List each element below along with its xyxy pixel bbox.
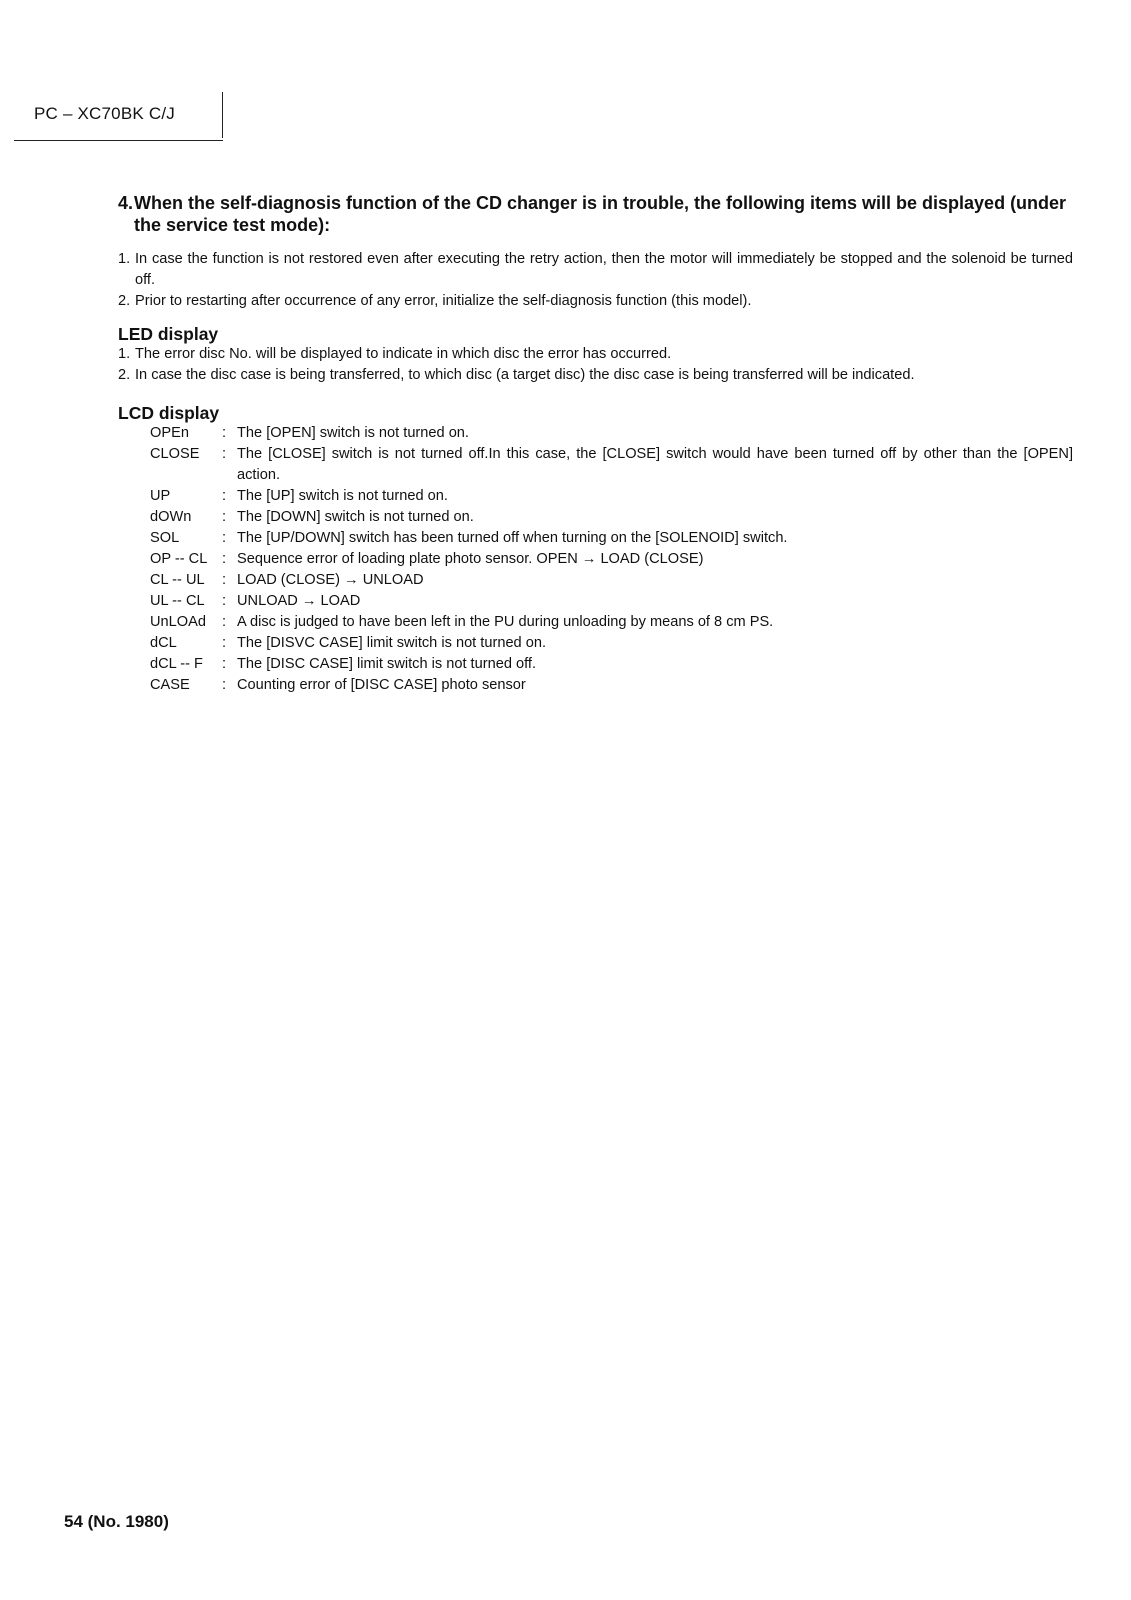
lcd-separator: : (222, 572, 227, 588)
note-text: Prior to restarting after occurrence of any error, initialize the self-diagnosis function (this model). (135, 293, 752, 309)
lcd-description: The [DOWN] switch is not turned on. (237, 509, 474, 525)
lcd-row (150, 423, 1073, 444)
lcd-separator: : (222, 446, 227, 462)
note-number: 1. (118, 251, 131, 267)
lcd-code: CASE (150, 677, 190, 693)
lcd-separator: : (222, 488, 227, 504)
lcd-description: The [CLOSE] switch is not turned off.In this case, the [CLOSE] switch would have been turned off by other than the [OPEN] action. (237, 446, 1073, 483)
lcd-row (150, 633, 1073, 654)
section-notes (118, 249, 1073, 312)
lcd-description: UNLOAD → LOAD (237, 593, 361, 609)
led-item (118, 344, 1073, 365)
lcd-description: The [UP] switch is not turned on. (237, 488, 448, 504)
lcd-row (150, 570, 1073, 591)
lcd-separator: : (222, 635, 227, 651)
header-horizontal-rule (14, 140, 223, 141)
led-display-heading: LED display (118, 324, 219, 344)
lcd-code: OPEn (150, 425, 189, 441)
page-number: 54 (No. 1980) (64, 1512, 169, 1531)
note-item (118, 249, 1073, 291)
lcd-row (150, 528, 1073, 549)
note-text: In case the function is not restored even after executing the retry action, then the motor will immediately be stopped and the solenoid be turned off. (135, 251, 1073, 288)
led-item-number: 2. (118, 367, 131, 383)
lcd-separator: : (222, 530, 227, 546)
page-content (118, 192, 1073, 696)
lcd-code: UL -- CL (150, 593, 205, 609)
lcd-row (150, 612, 1073, 633)
lcd-code: CLOSE (150, 446, 200, 462)
lcd-separator: : (222, 593, 227, 609)
lcd-description: The [OPEN] switch is not turned on. (237, 425, 469, 441)
lcd-separator: : (222, 614, 227, 630)
section-number: 4. (118, 193, 134, 213)
lcd-row (150, 654, 1073, 675)
lcd-separator: : (222, 677, 227, 693)
lcd-description: Sequence error of loading plate photo sensor. OPEN → LOAD (CLOSE) (237, 551, 704, 567)
lcd-code: dOWn (150, 509, 192, 525)
lcd-separator: : (222, 656, 227, 672)
lcd-separator: : (222, 551, 227, 567)
lcd-row (150, 675, 1073, 696)
led-display-list (118, 344, 1073, 386)
lcd-error-table (150, 423, 1073, 696)
lcd-description: Counting error of [DISC CASE] photo sensor (237, 677, 526, 693)
lcd-description: A disc is judged to have been left in the PU during unloading by means of 8 cm PS. (237, 614, 774, 630)
model-header: PC – XC70BK C/J (34, 104, 175, 123)
header-vertical-rule (222, 92, 223, 138)
note-item (118, 291, 1073, 312)
led-item (118, 365, 1073, 386)
lcd-row (150, 444, 1073, 486)
lcd-row (150, 549, 1073, 570)
lcd-description: LOAD (CLOSE) → UNLOAD (237, 572, 424, 588)
section-title (118, 192, 1073, 236)
lcd-description: The [DISC CASE] limit switch is not turned off. (237, 656, 537, 672)
lcd-row (150, 507, 1073, 528)
lcd-description: The [UP/DOWN] switch has been turned off when turning on the [SOLENOID] switch. (237, 530, 788, 546)
lcd-separator: : (222, 425, 227, 441)
lcd-code: UP (150, 488, 171, 504)
led-item-number: 1. (118, 346, 131, 362)
note-number: 2. (118, 293, 131, 309)
lcd-code: CL -- UL (150, 572, 205, 588)
lcd-row (150, 591, 1073, 612)
lcd-code: SOL (150, 530, 180, 546)
lcd-display-heading: LCD display (118, 403, 220, 423)
section-title-text: When the self-diagnosis function of the CD changer is in trouble, the following items will be displayed (under the service test mode): (134, 193, 1067, 235)
lcd-separator: : (222, 509, 227, 525)
lcd-code: OP -- CL (150, 551, 208, 567)
lcd-code: UnLOAd (150, 614, 206, 630)
led-item-text: The error disc No. will be displayed to indicate in which disc the error has occurred. (135, 346, 672, 362)
lcd-row (150, 486, 1073, 507)
led-item-text: In case the disc case is being transferred, to which disc (a target disc) the disc case is being transferred will be indicated. (135, 367, 915, 383)
lcd-description: The [DISVC CASE] limit switch is not turned on. (237, 635, 547, 651)
lcd-code: dCL (150, 635, 177, 651)
lcd-code: dCL -- F (150, 656, 203, 672)
